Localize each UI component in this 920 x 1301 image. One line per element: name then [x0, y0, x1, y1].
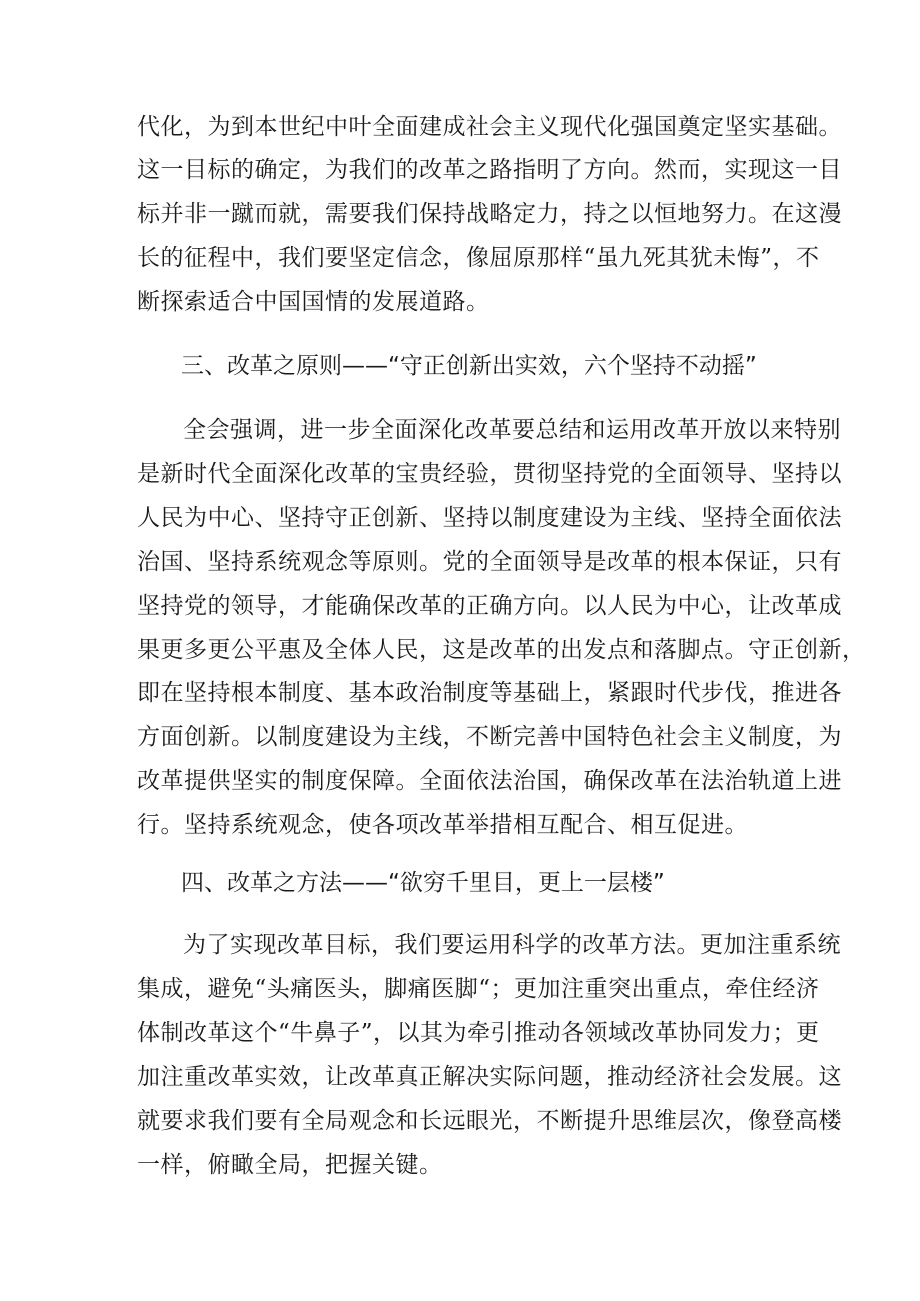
paragraph-line: 一样，俯瞰全局，把握关键。 — [137, 1152, 443, 1178]
paragraph-line: 代化，为到本世纪中叶全面建成社会主义现代化强国奠定坚实基础。 — [137, 114, 842, 140]
paragraph-line: 全会强调，进一步全面深化改革要总结和运用改革开放以来特别 — [183, 417, 841, 443]
paragraph-line: 断探索适合中国国情的发展道路。 — [137, 289, 490, 315]
paragraph-line: 改革提供坚实的制度保障。全面依法治国，确保改革在法治轨道上进 — [137, 768, 842, 794]
paragraph-line: 为了实现改革目标，我们要运用科学的改革方法。更加注重系统 — [183, 932, 841, 958]
paragraph-line: 即在坚持根本制度、基本政治制度等基础上，紧跟时代步伐，推进各 — [137, 680, 842, 706]
paragraph-line: 方面创新。以制度建设为主线，不断完善中国特色社会主义制度，为 — [137, 724, 842, 750]
paragraph-line: 标并非一蹴而就，需要我们保持战略定力，持之以恒地努力。在这漫 — [137, 201, 842, 227]
paragraph-line: 就要求我们要有全局观念和长远眼光，不断提升思维层次，像登高楼 — [137, 1108, 842, 1134]
paragraph-line: 长的征程中，我们要坚定信念，像屈原那样“虽九死其犹未悔”，不 — [137, 245, 820, 271]
section-heading: 三、改革之原则——“守正创新出实效，六个坚持不动摇” — [181, 353, 757, 379]
paragraph-line: 行。坚持系统观念，使各项改革举措相互配合、相互促进。 — [137, 812, 748, 838]
paragraph-line: 人民为中心、坚持守正创新、坚持以制度建设为主线、坚持全面依法 — [137, 505, 842, 531]
section-heading: 四、改革之方法——“欲穷千里目，更上一层楼” — [181, 870, 665, 896]
paragraph-line: 是新时代全面深化改革的宝贵经验，贯彻坚持党的全面领导、坚持以 — [137, 461, 842, 487]
paragraph-line: 体制改革这个“牛鼻子”，以其为牵引推动各领域改革协同发力；更 — [137, 1020, 820, 1046]
paragraph-line: 果更多更公平惠及全体人民，这是改革的出发点和落脚点。守正创新， — [137, 637, 866, 663]
paragraph-line: 这一目标的确定，为我们的改革之路指明了方向。然而，实现这一目 — [137, 157, 842, 183]
paragraph-line: 加注重改革实效，让改革真正解决实际问题，推动经济社会发展。这 — [137, 1064, 842, 1090]
paragraph-line: 集成，避免“头痛医头，脚痛医脚“；更加注重突出重点，牵住经济 — [137, 976, 820, 1002]
paragraph-line: 坚持党的领导，才能确保改革的正确方向。以人民为中心，让改革成 — [137, 593, 842, 619]
paragraph-line: 治国、坚持系统观念等原则。党的全面领导是改革的根本保证，只有 — [137, 549, 842, 575]
